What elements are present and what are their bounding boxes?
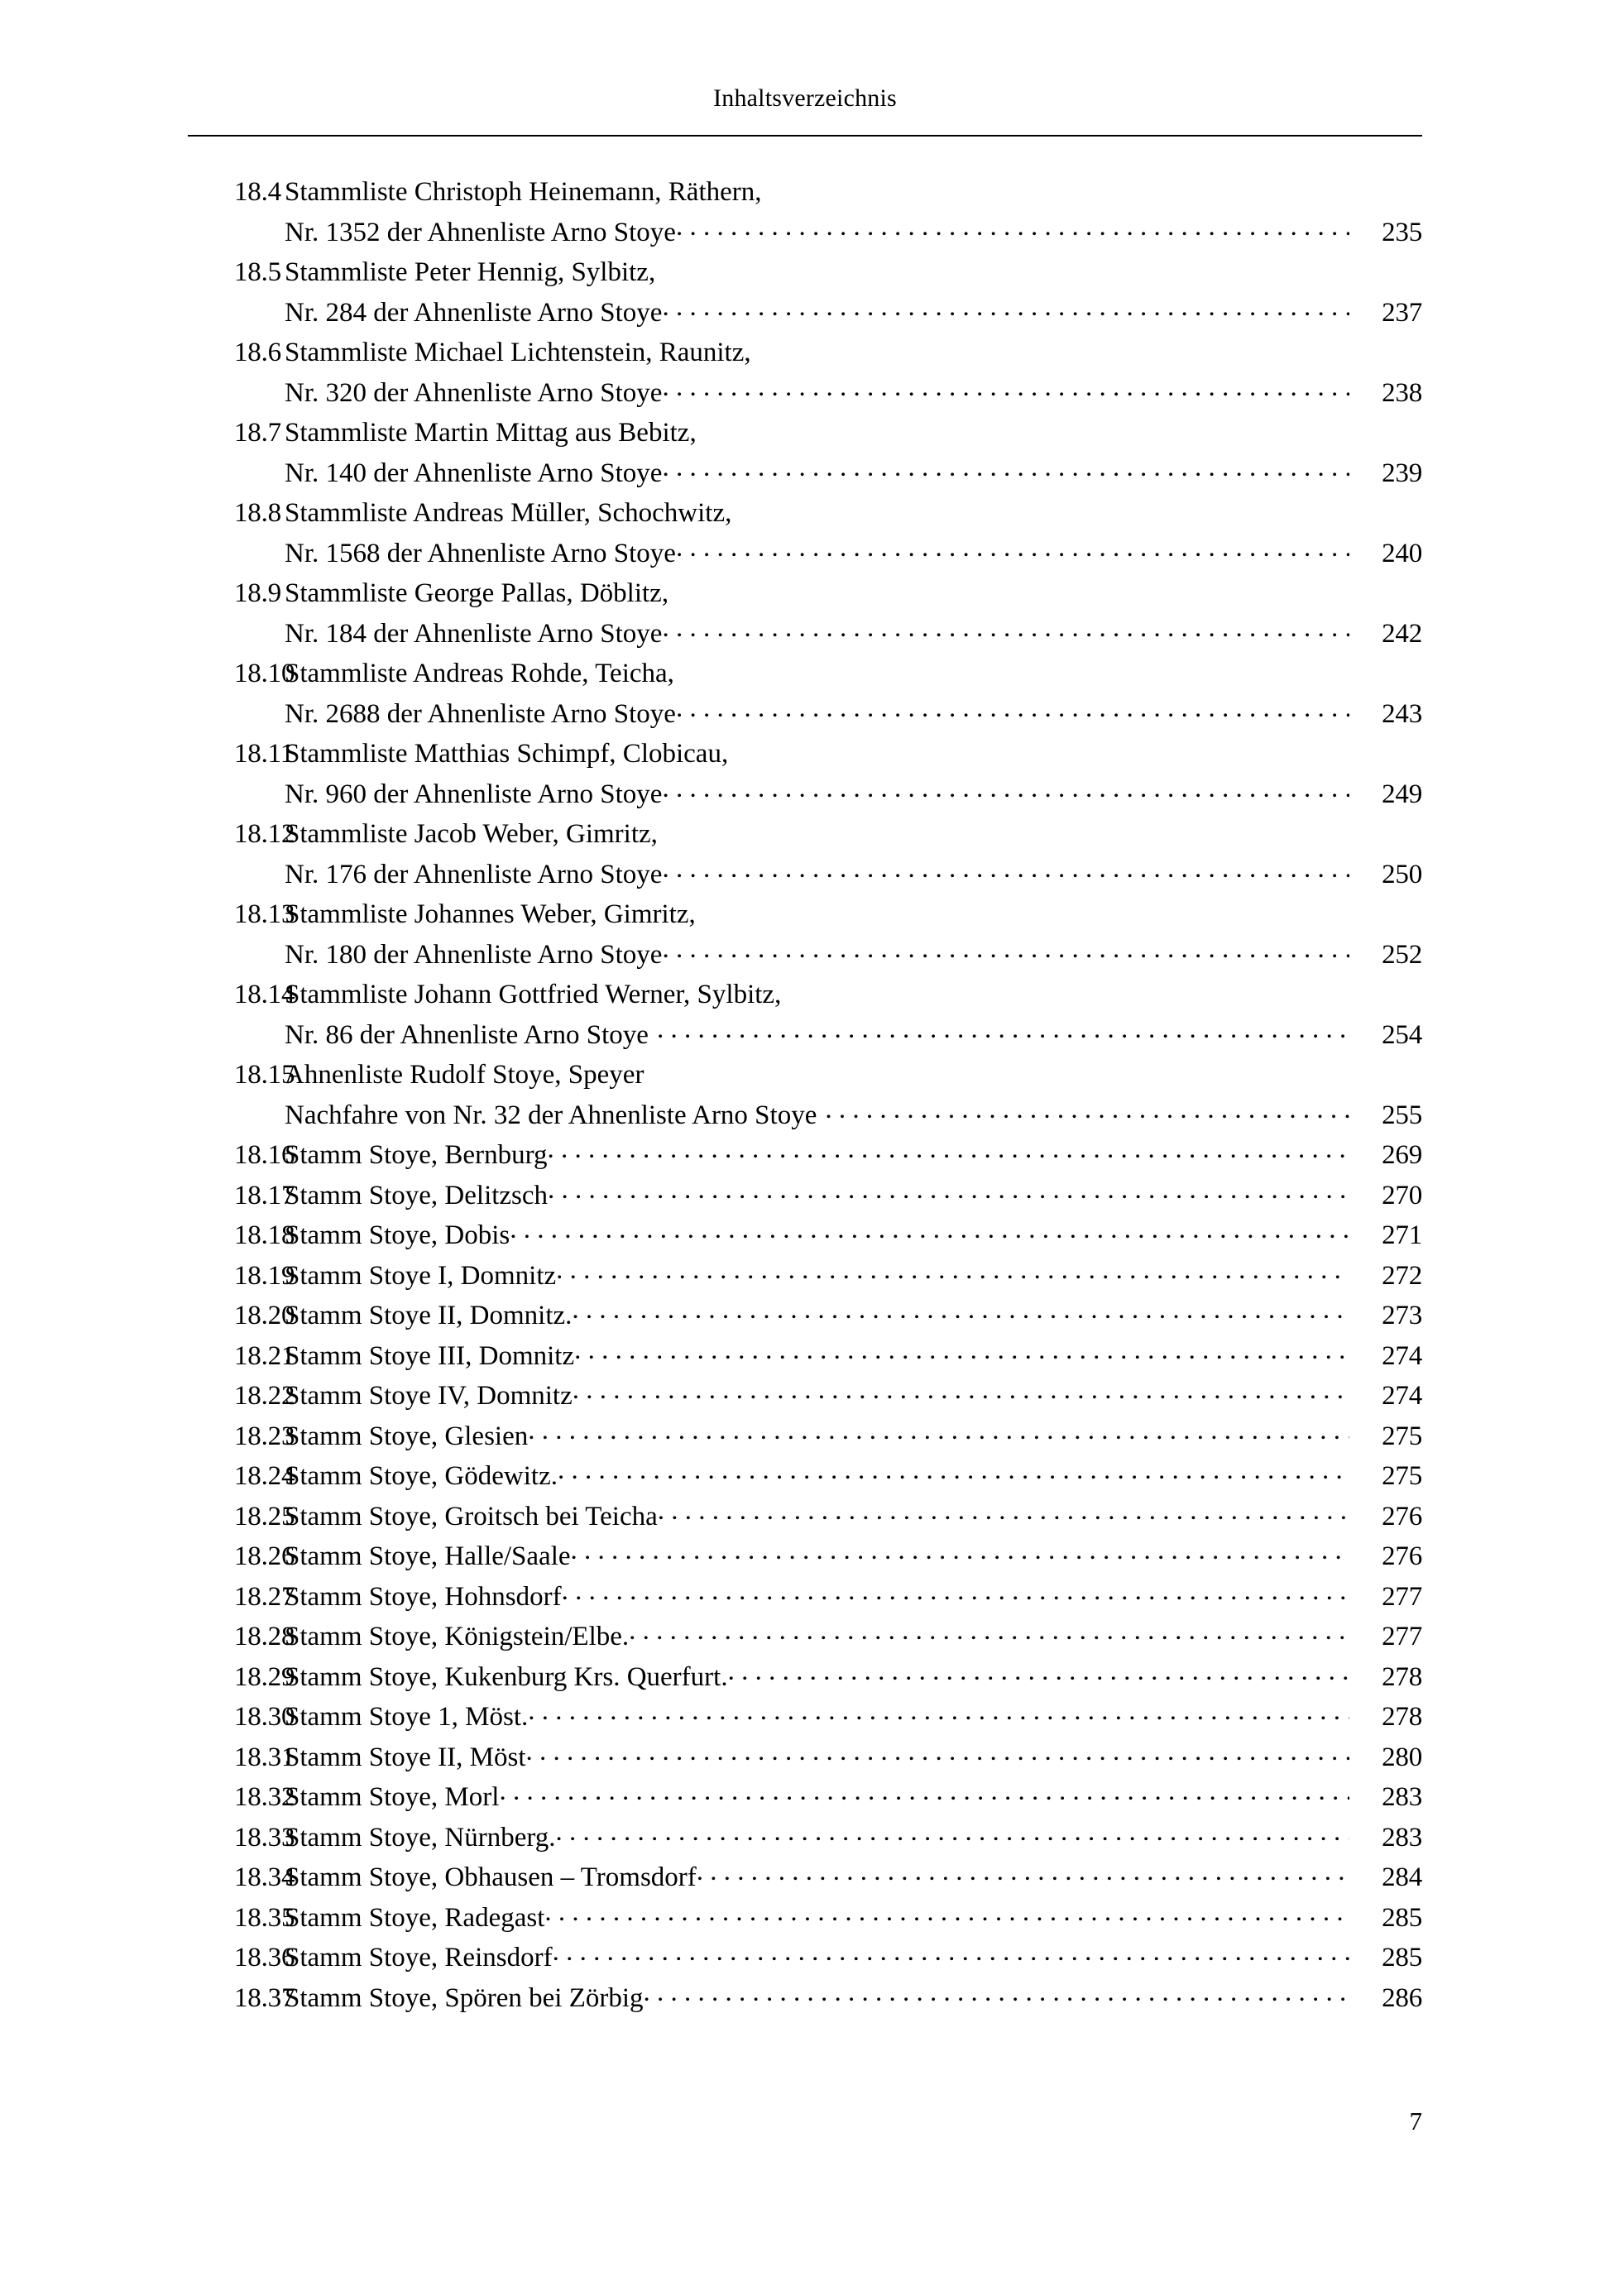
toc-entry-number: 18.35: [234, 1902, 295, 1933]
toc-entry-line: [188, 1536, 1422, 1577]
toc-entry-page: 243: [1382, 698, 1422, 729]
toc-entry-number: 18.31: [234, 1742, 295, 1772]
toc-entry-page: 284: [1382, 1862, 1422, 1892]
toc-entry[interactable]: [188, 1497, 1422, 1537]
toc-entry-subtitle: Nr. 184 der Ahnenliste Arno Stoye: [285, 618, 663, 649]
toc-entry-line: [188, 894, 1422, 935]
toc-entry[interactable]: [188, 1978, 1422, 2019]
toc-entry-number: 18.19: [234, 1260, 295, 1291]
toc-entry-line: [188, 1456, 1422, 1497]
toc-entry-title: Ahnenliste Rudolf Stoye, Speyer: [285, 1060, 644, 1090]
toc-entry-line: [188, 1857, 1422, 1898]
toc-entry[interactable]: [188, 654, 1422, 734]
toc-entry-title: Stamm Stoye I, Domnitz: [285, 1260, 557, 1291]
toc-dot-leader: [574, 1337, 1349, 1364]
toc-entry-page: 278: [1382, 1661, 1422, 1692]
toc-entry-line: [188, 1176, 1422, 1216]
toc-entry-title: Stamm Stoye 1, Möst.: [285, 1702, 529, 1732]
toc-entry-line: [188, 1938, 1422, 1978]
toc-entry[interactable]: [188, 1818, 1422, 1858]
page-folio: 7: [1409, 2107, 1422, 2135]
toc-entry-line: [188, 1617, 1422, 1657]
toc-dot-leader: [662, 936, 1349, 963]
toc-entry-number: 18.18: [234, 1220, 295, 1250]
toc-entry-number: 18.30: [234, 1702, 295, 1732]
toc-entry-line: [188, 1416, 1422, 1457]
toc-dot-leader: [676, 213, 1349, 241]
toc-entry-page: 235: [1382, 217, 1422, 247]
toc-entry-line: [188, 814, 1422, 855]
toc-entry-line: [188, 1256, 1422, 1297]
toc-entry[interactable]: [188, 1176, 1422, 1216]
toc-entry-title: Stammliste Michael Lichtenstein, Raunitz,: [285, 338, 751, 367]
toc-entry-line: [188, 413, 1422, 453]
toc-entry-title: Stamm Stoye, Obhausen – Tromsdorf: [285, 1862, 697, 1892]
toc-entry[interactable]: [188, 1738, 1422, 1778]
toc-entry-title: Stamm Stoye, Radegast: [285, 1902, 545, 1933]
toc-dot-leader: [817, 1096, 1349, 1124]
toc-entry[interactable]: [188, 1215, 1422, 1256]
toc-entry[interactable]: [188, 1697, 1422, 1738]
toc-entry[interactable]: [188, 894, 1422, 975]
toc-entry-title: Stamm Stoye, Delitzsch: [285, 1180, 549, 1210]
toc-dot-leader: [547, 1136, 1349, 1163]
toc-entry-title: Stamm Stoye, Hohnsdorf: [285, 1581, 562, 1612]
toc-entry-page: 272: [1382, 1260, 1422, 1291]
toc-entry-number: 18.26: [234, 1541, 295, 1571]
toc-entry-page: 250: [1382, 859, 1422, 889]
toc-entry[interactable]: [188, 1055, 1422, 1135]
toc-entry[interactable]: [188, 573, 1422, 654]
toc-dot-leader: [629, 1618, 1349, 1645]
toc-entry-number: 18.13: [234, 899, 295, 929]
toc-entry-page: 240: [1382, 538, 1422, 568]
toc-entry-line: [188, 1978, 1422, 2019]
toc-dot-leader: [528, 1698, 1349, 1725]
toc-entry-title: Stammliste Johannes Weber, Gimritz,: [285, 899, 696, 929]
toc-entry-subline: [188, 373, 1422, 414]
toc-entry-page: 286: [1382, 1982, 1422, 2013]
toc-entry-line: [188, 975, 1422, 1015]
toc-entry[interactable]: [188, 1416, 1422, 1457]
toc-entry-line: [188, 1135, 1422, 1176]
toc-entry-number: 18.17: [234, 1180, 295, 1210]
toc-entry-subtitle: Nr. 140 der Ahnenliste Arno Stoye: [285, 458, 663, 488]
toc-entry-line: [188, 1497, 1422, 1537]
toc-entry-line: [188, 1738, 1422, 1778]
toc-entry-page: 252: [1382, 939, 1422, 970]
toc-entry-title: Stammliste Andreas Müller, Schochwitz,: [285, 498, 732, 528]
toc-entry-subtitle: Nr. 284 der Ahnenliste Arno Stoye: [285, 297, 663, 328]
toc-dot-leader: [697, 1858, 1349, 1886]
toc-entry-subtitle: Nr. 180 der Ahnenliste Arno Stoye: [285, 939, 663, 970]
toc-entry-number: 18.16: [234, 1140, 295, 1170]
toc-dot-leader: [658, 1498, 1349, 1525]
toc-entry-subline: [188, 534, 1422, 574]
toc-entry-number: 18.5: [234, 257, 281, 287]
toc-entry[interactable]: [188, 734, 1422, 814]
toc-dot-leader: [526, 1738, 1349, 1766]
toc-entry-line: [188, 654, 1422, 694]
toc-entry-number: 18.20: [234, 1301, 295, 1330]
toc-dot-leader: [499, 1778, 1349, 1805]
toc-entry-page: 277: [1382, 1622, 1422, 1651]
toc-entry-number: 18.36: [234, 1943, 295, 1972]
toc-entry-number: 18.22: [234, 1381, 295, 1411]
toc-entry[interactable]: [188, 1857, 1422, 1898]
toc-entry-line: [188, 1777, 1422, 1818]
toc-entry[interactable]: [188, 975, 1422, 1055]
toc-entry[interactable]: [188, 1777, 1422, 1818]
toc-entry-title: Stammliste Andreas Rohde, Teicha,: [285, 659, 674, 688]
toc-entry-subtitle: Nr. 176 der Ahnenliste Arno Stoye: [285, 859, 663, 889]
toc-entry-page: 280: [1382, 1742, 1422, 1772]
toc-entry-page: 283: [1382, 1782, 1422, 1812]
toc-entry-line: [188, 333, 1422, 373]
toc-entry-number: 18.7: [234, 418, 281, 448]
toc-entry-line: [188, 1376, 1422, 1416]
toc-entry-number: 18.29: [234, 1661, 295, 1692]
toc-entry-title: Stamm Stoye, Gödewitz.: [285, 1461, 558, 1491]
toc-entry-subtitle: Nr. 320 der Ahnenliste Arno Stoye: [285, 377, 663, 408]
toc-dot-leader: [662, 454, 1349, 482]
toc-dot-leader: [556, 1257, 1349, 1284]
toc-entry-title: Stamm Stoye II, Domnitz.: [285, 1301, 573, 1330]
toc-dot-leader: [528, 1417, 1349, 1445]
toc-entry[interactable]: [188, 1456, 1422, 1497]
toc-entry-line: [188, 1697, 1422, 1738]
toc-entry-page: 270: [1382, 1180, 1422, 1210]
toc-entry-title: Stamm Stoye, Königstein/Elbe.: [285, 1622, 630, 1651]
toc-entry-subtitle: Nr. 2688 der Ahnenliste Arno Stoye: [285, 698, 676, 729]
toc-dot-leader: [558, 1457, 1349, 1484]
toc-dot-leader: [662, 775, 1349, 803]
toc-entry-subline: [188, 614, 1422, 654]
toc-entry[interactable]: [188, 493, 1422, 573]
toc-entry-number: 18.21: [234, 1340, 295, 1371]
toc-dot-leader: [649, 1016, 1349, 1043]
toc-entry[interactable]: [188, 1657, 1422, 1698]
toc-entry-title: Stamm Stoye II, Möst: [285, 1742, 526, 1772]
toc-entry-page: 255: [1382, 1100, 1422, 1130]
toc-dot-leader: [562, 1578, 1349, 1605]
toc-dot-leader: [571, 1537, 1349, 1565]
toc-entry-line: [188, 493, 1422, 534]
toc-entry-subline: [188, 1095, 1422, 1136]
toc-entry-line: [188, 1577, 1422, 1618]
toc-dot-leader: [548, 1177, 1349, 1204]
toc-entry-number: 18.23: [234, 1421, 295, 1451]
toc-entry[interactable]: [188, 814, 1422, 894]
table-of-contents: [188, 172, 1422, 2018]
toc-entry-number: 18.9: [234, 578, 281, 608]
toc-entry-page: 273: [1382, 1301, 1422, 1330]
toc-entry-number: 18.12: [234, 819, 295, 849]
toc-entry-subtitle: Nr. 1352 der Ahnenliste Arno Stoye: [285, 217, 676, 247]
toc-dot-leader: [662, 615, 1349, 642]
toc-dot-leader: [573, 1377, 1349, 1404]
toc-entry-number: 18.37: [234, 1982, 295, 2013]
toc-entry-page: 239: [1382, 458, 1422, 488]
toc-entry-title: Stammliste Johann Gottfried Werner, Sylbitz,: [285, 980, 782, 1009]
toc-entry-page: 275: [1382, 1461, 1422, 1491]
header-rule: [188, 135, 1422, 137]
toc-entry-number: 18.25: [234, 1501, 295, 1531]
toc-dot-leader: [544, 1899, 1349, 1926]
toc-entry-title: Stammliste George Pallas, Döblitz,: [285, 578, 669, 608]
toc-dot-leader: [556, 1819, 1349, 1846]
toc-entry-page: 275: [1382, 1421, 1422, 1451]
toc-dot-leader: [662, 856, 1349, 883]
toc-entry-subline: [188, 293, 1422, 333]
toc-entry-subline: [188, 694, 1422, 735]
toc-entry-number: 18.8: [234, 498, 281, 528]
toc-entry-number: 18.11: [234, 739, 295, 769]
toc-entry[interactable]: [188, 1898, 1422, 1939]
toc-entry-subline: [188, 213, 1422, 253]
toc-entry-number: 18.28: [234, 1622, 295, 1651]
toc-entry-line: [188, 1055, 1422, 1095]
toc-entry-number: 18.15: [234, 1060, 295, 1090]
toc-entry-title: Stammliste Jacob Weber, Gimritz,: [285, 819, 658, 849]
toc-dot-leader: [644, 1979, 1349, 2006]
toc-entry-title: Stamm Stoye, Spören bei Zörbig: [285, 1982, 644, 2013]
toc-entry-page: 238: [1382, 377, 1422, 408]
toc-entry-title: Stamm Stoye, Groitsch bei Teicha: [285, 1501, 658, 1531]
toc-entry-page: 249: [1382, 779, 1422, 809]
toc-entry-subline: [188, 453, 1422, 494]
toc-entry[interactable]: [188, 1336, 1422, 1377]
toc-entry[interactable]: [188, 172, 1422, 252]
toc-dot-leader: [553, 1939, 1349, 1966]
toc-entry-number: 18.24: [234, 1461, 295, 1491]
toc-dot-leader: [510, 1216, 1349, 1244]
toc-entry-subtitle: Nr. 86 der Ahnenliste Arno Stoye: [285, 1019, 649, 1050]
toc-dot-leader: [676, 534, 1349, 562]
toc-entry-title: Stamm Stoye, Reinsdorf: [285, 1943, 553, 1972]
toc-entry-page: 278: [1382, 1702, 1422, 1732]
toc-entry-title: Stammliste Martin Mittag aus Bebitz,: [285, 418, 697, 448]
toc-entry-page: 276: [1382, 1501, 1422, 1531]
toc-dot-leader: [676, 695, 1349, 722]
toc-entry-page: 276: [1382, 1541, 1422, 1571]
toc-entry-number: 18.4: [234, 177, 281, 207]
running-head: Inhaltsverzeichnis: [713, 84, 897, 112]
toc-entry-page: 274: [1382, 1381, 1422, 1411]
toc-entry-number: 18.33: [234, 1822, 295, 1853]
toc-entry[interactable]: [188, 1938, 1422, 1978]
toc-entry[interactable]: [188, 1296, 1422, 1336]
toc-entry-title: Stamm Stoye, Bernburg: [285, 1140, 548, 1170]
toc-entry-title: Stamm Stoye III, Domnitz: [285, 1340, 575, 1371]
toc-entry-subtitle: Nachfahre von Nr. 32 der Ahnenliste Arno Stoye: [285, 1100, 817, 1130]
toc-dot-leader: [572, 1297, 1349, 1324]
toc-entry-page: 242: [1382, 618, 1422, 649]
toc-entry[interactable]: [188, 413, 1422, 493]
toc-entry-subline: [188, 1015, 1422, 1056]
toc-entry-number: 18.27: [234, 1581, 295, 1612]
toc-entry[interactable]: [188, 1536, 1422, 1577]
toc-entry[interactable]: [188, 252, 1422, 333]
toc-entry-page: 254: [1382, 1019, 1422, 1050]
toc-entry-title: Stamm Stoye, Halle/Saale: [285, 1541, 571, 1571]
toc-entry-title: Stammliste Matthias Schimpf, Clobicau,: [285, 739, 729, 769]
toc-entry-title: Stamm Stoye, Kukenburg Krs. Querfurt.: [285, 1661, 728, 1692]
toc-entry-title: Stamm Stoye, Dobis: [285, 1220, 510, 1250]
toc-entry-subtitle: Nr. 1568 der Ahnenliste Arno Stoye: [285, 538, 676, 568]
toc-entry-line: [188, 252, 1422, 293]
toc-entry-title: Stamm Stoye, Glesien: [285, 1421, 529, 1451]
toc-entry-page: 269: [1382, 1140, 1422, 1170]
toc-entry-line: [188, 1898, 1422, 1939]
toc-entry[interactable]: [188, 1617, 1422, 1657]
toc-entry-subtitle: Nr. 960 der Ahnenliste Arno Stoye: [285, 779, 663, 809]
toc-entry[interactable]: [188, 1376, 1422, 1416]
toc-entry-subline: [188, 935, 1422, 975]
toc-entry-title: Stamm Stoye, Nürnberg.: [285, 1822, 556, 1853]
toc-entry-line: [188, 1215, 1422, 1256]
toc-entry-line: [188, 1657, 1422, 1698]
toc-entry-number: 18.14: [234, 980, 295, 1009]
toc-entry-line: [188, 1336, 1422, 1377]
toc-entry-page: 283: [1382, 1822, 1422, 1853]
toc-entry-line: [188, 1818, 1422, 1858]
toc-entry[interactable]: [188, 1135, 1422, 1176]
toc-entry-number: 18.32: [234, 1782, 295, 1812]
toc-dot-leader: [662, 374, 1349, 401]
toc-entry[interactable]: [188, 333, 1422, 413]
toc-entry-title: Stammliste Christoph Heinemann, Räthern,: [285, 177, 762, 207]
toc-entry-line: [188, 734, 1422, 774]
toc-entry-line: [188, 172, 1422, 213]
toc-entry-page: 274: [1382, 1340, 1422, 1371]
toc-entry-title: Stamm Stoye IV, Domnitz: [285, 1381, 573, 1411]
toc-entry[interactable]: [188, 1256, 1422, 1297]
toc-entry-title: Stammliste Peter Hennig, Sylbitz,: [285, 257, 656, 287]
toc-entry-subline: [188, 774, 1422, 815]
toc-entry-subline: [188, 855, 1422, 895]
toc-entry-number: 18.10: [234, 659, 295, 688]
toc-entry-number: 18.6: [234, 338, 281, 367]
toc-entry-page: 271: [1382, 1220, 1422, 1250]
toc-entry-page: 277: [1382, 1581, 1422, 1612]
toc-entry-line: [188, 1296, 1422, 1336]
toc-entry[interactable]: [188, 1577, 1422, 1618]
toc-entry-title: Stamm Stoye, Morl: [285, 1782, 500, 1812]
toc-entry-page: 285: [1382, 1902, 1422, 1933]
toc-entry-line: [188, 573, 1422, 614]
toc-dot-leader: [728, 1658, 1349, 1685]
toc-entry-number: 18.34: [234, 1862, 295, 1892]
toc-entry-page: 237: [1382, 297, 1422, 328]
toc-entry-page: 285: [1382, 1943, 1422, 1972]
toc-dot-leader: [662, 294, 1349, 321]
